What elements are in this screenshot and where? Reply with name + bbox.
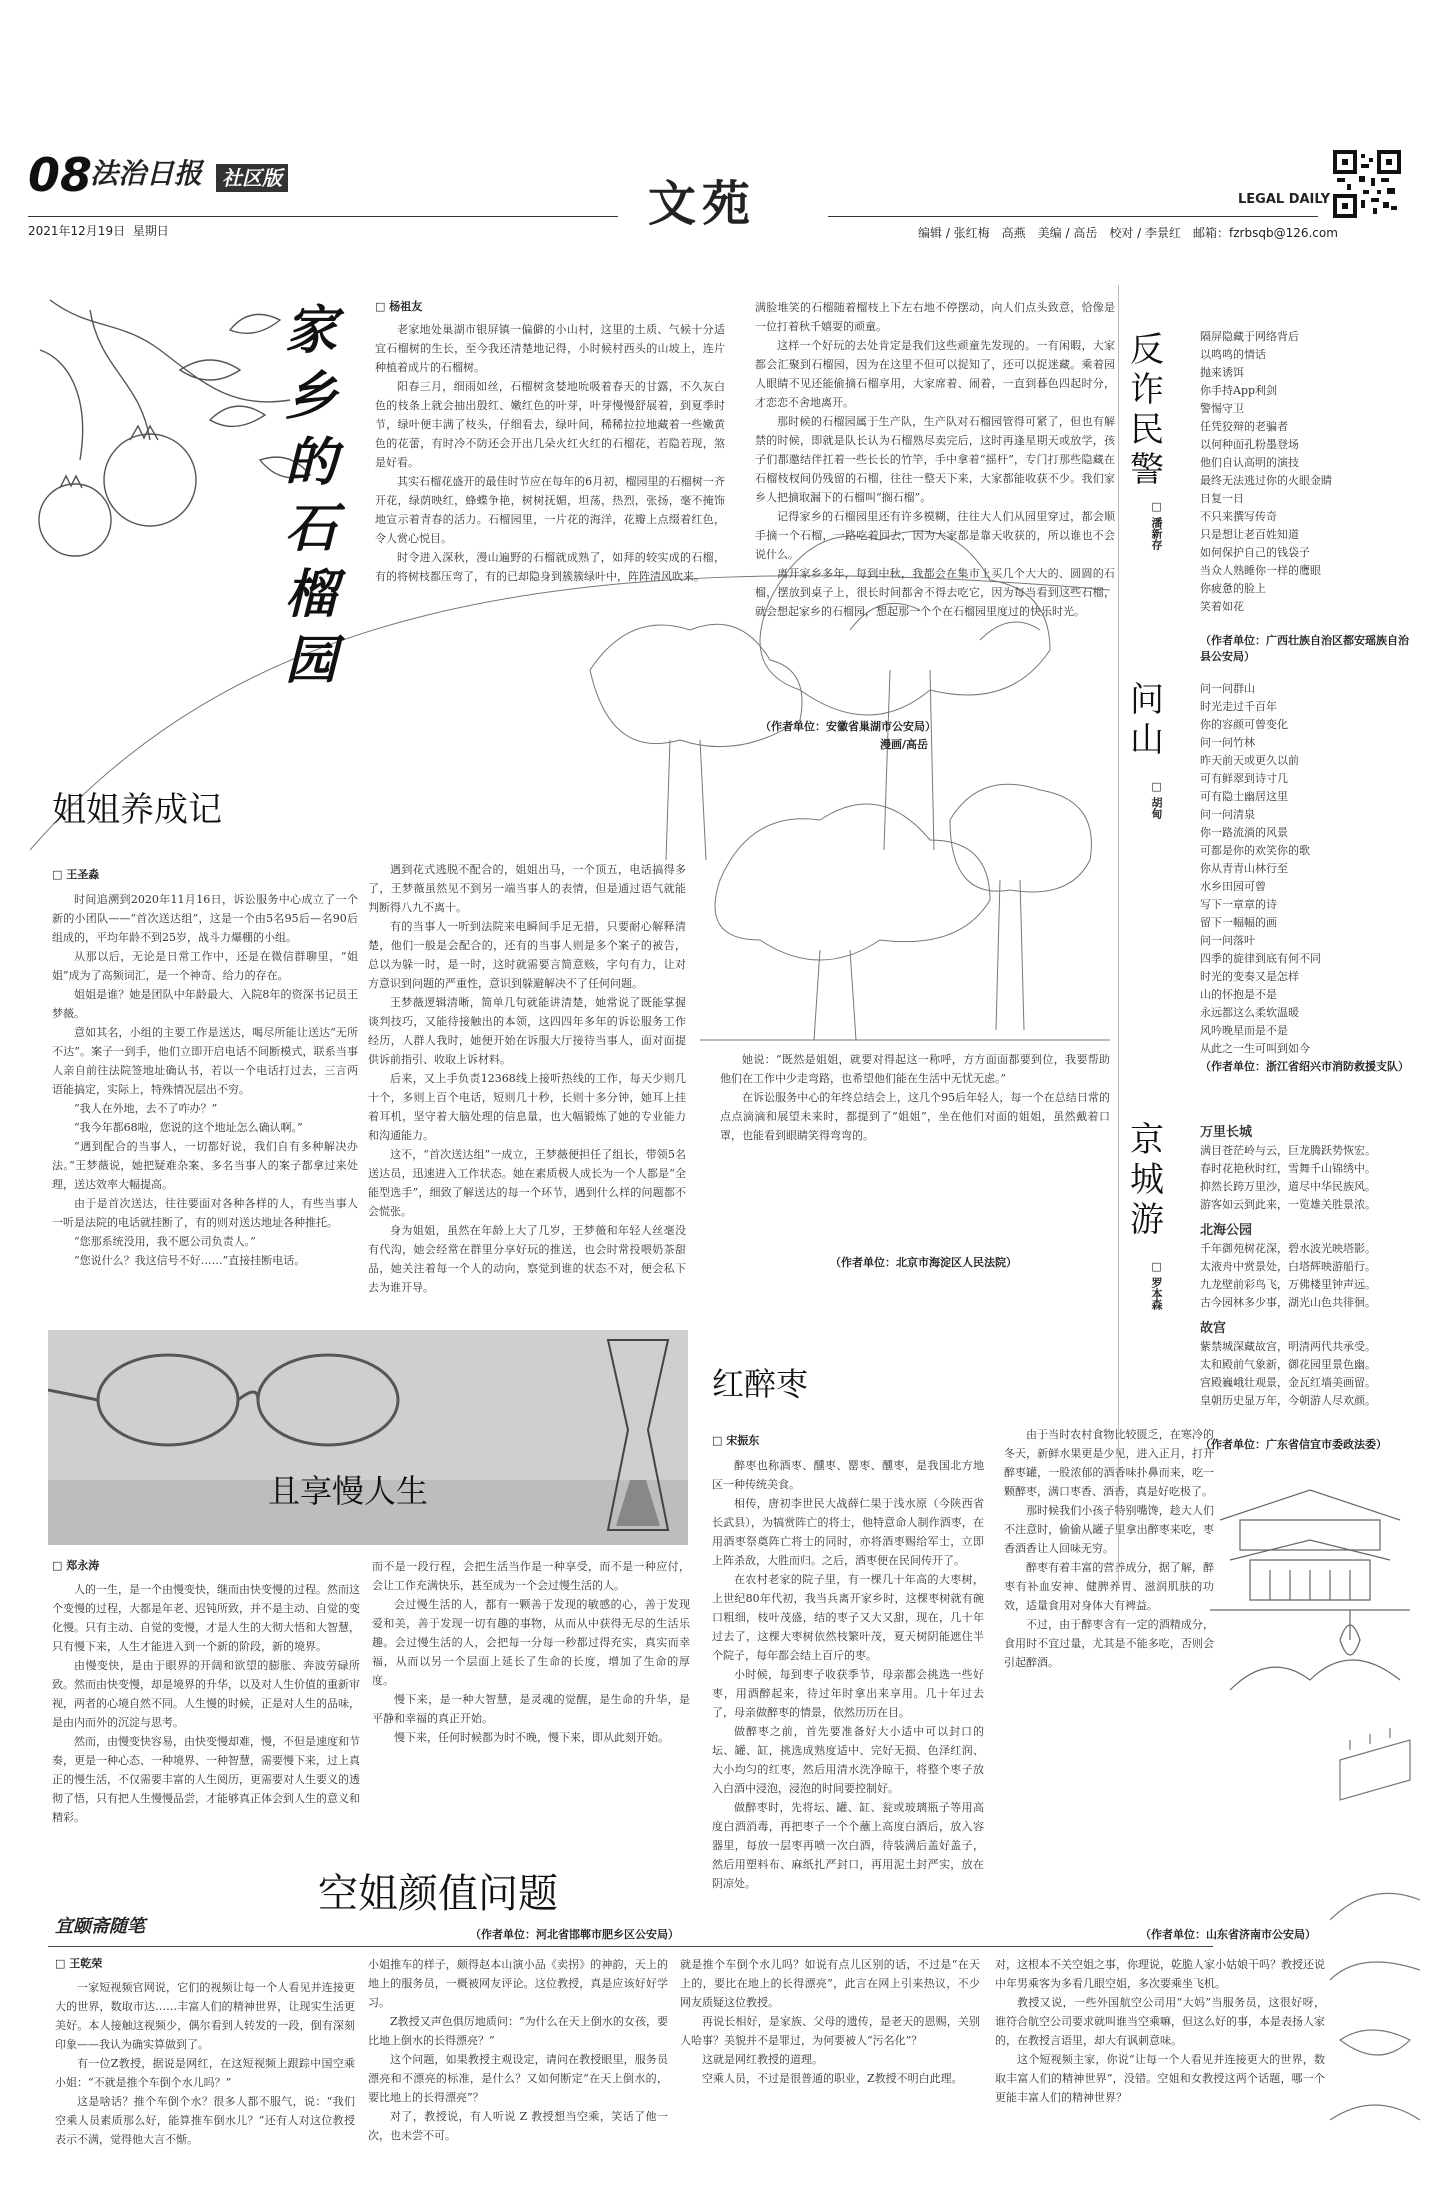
poem-capital-title: 京城游: [1130, 1120, 1164, 1240]
sister-body-col2: [368, 860, 686, 1320]
poem-line: 当众人熟睡你一样的鹰眼: [1200, 564, 1321, 577]
jujube-p8: 那时候我们小孩子特别嘴馋，趁大人们不注意时，偷偷从罐子里拿出醉枣来吃，枣香酒香让人回味无穷。: [1004, 1504, 1214, 1555]
sister-p5: “我人在外地，去不了咋办？”: [74, 1102, 218, 1115]
date: 2021年12月19日 星期日: [28, 224, 169, 238]
slowlife-p1: 人的一生，是一个由慢变快，继而由快变慢的过程。然而这个变慢的过程，大都是年老、迟钝所致，并不是主动、自觉的变化慢。只有主动、自觉的变慢，才是人生的大彻大悟和大智慧，只有慢下来，人生才能进入到一个新的阶段，新的境界。: [52, 1583, 360, 1653]
sister-source: （作者单位：北京市海淀区人民法院）: [830, 1256, 1017, 1269]
edition-badge: 社区版: [216, 164, 288, 192]
stewardess-p2: 有一位Z教授，据说是网红，在这短视频上跟踪中国空乘小姐：“不就是推个车倒个水儿吗？”: [55, 2057, 355, 2089]
slowlife-photo: [48, 1330, 688, 1545]
poem-line: 问一问竹林: [1200, 736, 1255, 749]
poem-line: 你手持App利剑: [1200, 384, 1278, 397]
jujube-p7: 由于当时农村食物比较匮乏，在寒冷的冬天，新鲜水果更是少见，进入正月，打开醉枣罐，一股浓郁的酒香味扑鼻而来，吃一颗醉枣，满口枣香、酒香，真是好吃极了。: [1004, 1428, 1214, 1498]
page-number: 08: [28, 148, 93, 202]
sister-p15: 这不，“首次送达组”一成立，王梦薇便担任了组长，带领5名送达员，迅速进入工作状态。她在素质极人成长为一个人都是“全能型选手”，细致了解送达的每一个环节，遇到什么样的问题都不会慌张。: [368, 1148, 686, 1218]
slowlife-p3: 然而，由慢变快容易，由快变慢却难，慢，不但是速度和节奏，更是一种心态、一种境界、一种智慧，需要慢下来，过上真正的慢生活，不仅需要丰富的人生阅历，更需要对人生要义的透彻了悟，只有把人生慢慢品尝，才能够真正体会到人生的意义和精彩。: [52, 1735, 360, 1824]
column-name: 宜颐斋随笔: [55, 1916, 145, 1937]
section-divider-left: [28, 216, 618, 217]
sister-p12: 有的当事人一听到法院来电瞬间手足无措，只要耐心解释清楚，他们一般是会配合的，还有的当事人则是多个案子的被告，总以为躲一时，是一时，这时就需要言简意赅，字句有力，让对方意识到问题的严重性，意识到躲避解决不了任何问题。: [368, 920, 686, 990]
poem-line: 你从青青山林行至: [1200, 862, 1288, 875]
poem-capital-sub2: 北海公园: [1200, 1223, 1253, 1238]
poem-line: 如何保护自己的钱袋子: [1200, 546, 1310, 559]
poem-line: 时光的变奏又是怎样: [1200, 970, 1299, 983]
sister-p11: 遇到花式逃脱不配合的，姐姐出马，一个顶五，电话搞得多了，王梦薇虽然见不到另一端当事人的表情，但是通过语气就能判断得八九不离十。: [368, 863, 686, 914]
poem-mountain-author: □ 胡甸: [1150, 780, 1163, 819]
stewardess-p14: 空乘人员，不过是很普通的职业，Z教授不明白此理。: [702, 2072, 963, 2085]
poem-line: 任凭狡辩的老骗者: [1200, 420, 1288, 433]
sister-p9: “您那系统没用，我不愿公司负责人。”: [74, 1235, 256, 1248]
sister-p10: “您说什么？我这信号不好……”直接挂断电话。: [74, 1254, 306, 1267]
poem-capital-body: [1200, 1124, 1410, 1410]
poem-line: 水乡田园可曾: [1200, 880, 1266, 893]
slowlife-body-col2: [372, 1557, 690, 1897]
pomegranate-title: 家乡的石榴园: [285, 300, 338, 691]
poem-line: 你一路流淌的风景: [1200, 826, 1288, 839]
poem-line: 山的怀抱是不是: [1200, 988, 1277, 1001]
sister-p4: 意如其名，小组的主要工作是送达，喝尽所能让送达“无所不达”。案子一到手，他们立即开启电话不间断模式，联系当事人亲自前往法院签地址确认书，若以一个电话打过去，三言两语能搞定，实际上，特殊情况层出不穷。: [52, 1026, 358, 1096]
stewardess-author: □ 王乾荣: [55, 1957, 103, 1970]
jujube-p2: 相传，唐初李世民大战薛仁果于浅水原（今陕西省长武县），为犒赏阵亡的将士，他特意命人制作酒枣，在用酒枣祭奠阵亡将士的同时，亦将酒枣赐给军士，立即上阵杀敌，大胜而归。之后，酒枣便在民间传开了。: [712, 1497, 984, 1567]
pomegranate-p2: 阳春三月，细雨如丝，石榴树贪婪地吮吸着春天的甘露，不久灰白色的枝条上就会抽出殷红、嫩红色的叶芽，叶芽慢慢舒展着，到夏季时节，绿叶便丰满了枝头，仔细看去，绿叶间，稀稀拉拉地藏着一些嫩黄色的花蕾，有时冷不防还会开出几朵火红火红的石榴花，若隐若现，煞是好看。: [375, 380, 725, 469]
sister-p14: 后来，又上手负责12368线上接听热线的工作，每天少则几十个，多则上百个电话，短则几十秒，长则十多分钟，她耳上挂着耳机，坚守着大脑处理的信息量，也大幅锻炼了她的专业能力和沟通能力。: [368, 1072, 686, 1142]
sister-p18: 在诉讼服务中心的年终总结会上，这几个95后年轻人，每一个在总结日常的点点滴滴和展望未来时，都提到了“姐姐”，坐在他们对面的姐姐，虽然戴着口罩，也能看到眼睛笑得弯弯的。: [720, 1091, 1110, 1142]
slowlife-p5: 会过慢生活的人，都有一颗善于发现的敏感的心，善于发现爱和美，善于发现一切有趣的事物，从而从中获得无尽的生活乐趣。会过慢生活的人，会把每一分每一秒都过得充实，真实而幸福，从而以另一个层面上延长了生命的长度，增加了生命的厚度。: [372, 1598, 690, 1687]
temple-icon: [1210, 1460, 1410, 1700]
pomegranate-p3: 其实石榴花盛开的最佳时节应在每年的6月初，榴园里的石榴树一齐开花，绿荫映红，蜂蝶争艳，树树抚媚，坦荡，热烈，张扬，毫不掩饰地宣示着青春的活力。石榴园里，一片花的海洋，花瓣上点缀着红色，令人赏心悦目。: [375, 475, 725, 545]
jujube-author: □ 宋振东: [712, 1434, 760, 1447]
poem-line: 风吟晚星而是不是: [1200, 1024, 1288, 1037]
poem-line: 游客如云到此来，一览雄关胜景浓。: [1200, 1198, 1376, 1211]
pomegranate-p7: 那时候的石榴园属于生产队，生产队对石榴园管得可紧了，但也有解禁的时候，即就是队长认为石榴熟尽卖完后，这时再逢星期天或放学，孩子们都邀结伴扛着一些长长的竹竿，手中拿着“摇杆”，专门打那些隐藏在石榴枝杈间仍残留的石榴，往往一整天下来，大家都能收获不少。我们家乡人把摘取漏下的石榴叫“搁石榴”。: [755, 415, 1115, 504]
poem-line: 问一问群山: [1200, 682, 1255, 695]
poem-fraud-source: （作者单位：广西壮族自治区都安瑶族自治县公安局）: [1200, 634, 1409, 663]
poem-capital-source: （作者单位：广东省信宜市委政法委）: [1200, 1438, 1387, 1451]
section-divider-right: [828, 216, 1318, 217]
poem-line: 可有鲜翠到诗寸几: [1200, 772, 1288, 785]
pomegranate-source: （作者单位：安徽省巢湖市公安局）: [760, 720, 936, 733]
section-title: 文苑: [648, 176, 757, 232]
poem-line: 宫殿巍峨壮观景，金瓦红墙美画留。: [1200, 1376, 1376, 1389]
stewardess-p11: 对了，教授说，有人听说 Z 教授想当空乘，笑话了他一次，也未尝不可。: [368, 2110, 668, 2142]
pomegranate-p8: 记得家乡的石榴园里还有许多模糊，往往大人们从园里穿过，都会顺手摘一个石榴，一路吃着回去，因为大家都是靠天收获的，所以谁也不会说什么。: [755, 510, 1115, 561]
poem-line: 紫禁城深藏故宫，明清两代共承受。: [1200, 1340, 1376, 1353]
poem-fraud-author: □ 潘新存: [1150, 500, 1163, 550]
great-wall-icon: [1330, 1720, 1420, 2160]
stewardess-p1: 一家短视频官网说，它们的视频让每一个人看见并连接更大的世界，数取市达……丰富人们的精神世界，让现实生活更美好。本人接触这视频少，偶尔看到人转发的一段，倒有深刻印象——我认为确实算做到了。: [55, 1981, 355, 2051]
slowlife-p7: 慢下来，任何时候都为时不晚，慢下来，即从此刻开始。: [394, 1731, 669, 1744]
slowlife-title: 且享慢人生: [268, 1472, 429, 1510]
poem-line: 不只来撰写传奇: [1200, 510, 1277, 523]
pomegranate-p1: 老家地处巢湖市银屏镇一偏僻的小山村，这里的土质、气候十分适宜石榴树的生长，至今我还清楚地记得，小时候村西头的山坡上，连片种植着成片的石榴树。: [375, 323, 725, 374]
editors-line: 编辑 / 张红梅 高燕 美编 / 高岳 校对 / 李景红 邮箱：fzrbsqb@126.com: [918, 226, 1338, 240]
poem-line: 满目苍茫岭与云，巨龙腾跃势恢宏。: [1200, 1144, 1376, 1157]
poem-line: 太和殿前气象新，御花园里景色幽。: [1200, 1358, 1376, 1371]
poem-line: 他们自认高明的演技: [1200, 456, 1299, 469]
jujube-p1: 醉枣也称酒枣、醺枣、罂枣、醺枣，是我国北方地区一种传统美食。: [712, 1459, 984, 1491]
poem-line: 皇朝历史显万年，今朝游人尽欢颜。: [1200, 1394, 1376, 1407]
pomegranate-body-col1: [375, 320, 725, 740]
poem-capital-author: □ 罗本森: [1150, 1260, 1163, 1310]
stewardess-p9: 教授又说，一些外国航空公司用“大妈”当服务员，这很好呀，谁符合航空公司要求就叫谁当空乘嘛，但这么好的事，本是表扬人家的，在教授言语里，却大有讽刺意味。: [995, 1996, 1325, 2047]
poem-fraud-title: 反诈民警: [1130, 330, 1164, 490]
sister-author: □ 王圣淼: [52, 868, 100, 881]
orchard-trees-icon: [700, 760, 1110, 1050]
poem-line: 永远都这么柔软温暖: [1200, 1006, 1299, 1019]
jujube-p5: 做醉枣之前，首先要准备好大小适中可以封口的坛、罐、缸，挑选成熟度适中、完好无损、色泽红润、大小均匀的红枣，然后用清水洗净晾干，将整个枣子放入白酒中浸泡，浸泡的时间要控制好。: [712, 1725, 984, 1795]
bottom-divider: [48, 1946, 1213, 1947]
sister-p7: “遇到配合的当事人，一切都好说，我们自有多种解决办法。”王梦薇说，她把疑难杂案、多名当事人的案子都拿过来处理，送达效率大幅提高。: [52, 1140, 358, 1191]
poem-line: 问一问清泉: [1200, 808, 1255, 821]
poem-line: 太液舟中赏景处，白塔辉映游船行。: [1200, 1260, 1376, 1273]
stewardess-p8: 对，这根本不关空姐之事，你理说，乾脆人家小姑娘干吗？教授还说中年男乘客为多看几眼空姐，多次要乘坐飞机。: [995, 1958, 1325, 1990]
stewardess-p6: 这个问题，如果教授主观设定，请问在教授眼里，服务员漂亮和不漂亮的标准，是什么？又如何断定“在天上倒水的，要比地上的长得漂亮”？: [368, 2053, 668, 2104]
poem-line: 抑然长跨万里沙，道尽中华民族风。: [1200, 1180, 1376, 1193]
jujube-body-col1: [712, 1456, 984, 1926]
poem-line: 可都是你的欢笑你的歌: [1200, 844, 1310, 857]
sister-p2: 从那以后，无论是日常工作中，还是在微信群聊里，“姐姐”成为了高频词汇，是一个神奇、给力的存在。: [52, 950, 358, 982]
stewardess-p7: 就是推个车倒个水儿吗？如说有点儿区别的话，不过是“在天上的，要比在地上的长得漂亮”，此言在网上引来热议，不少网友质疑这位教授。: [680, 1958, 980, 2009]
stewardess-body-col2: [368, 1955, 668, 2180]
jujube-p9: 醉枣有着丰富的营养成分，据了解，醉枣有补血安神、健脾养胃、滋润肌肤的功效，适量食用对身体大有裨益。: [1004, 1561, 1214, 1612]
stewardess-body-col3: [680, 1955, 980, 2180]
poem-capital-sub1: 万里长城: [1200, 1125, 1253, 1140]
poem-fraud-lines: [1200, 328, 1410, 616]
stewardess-body-col4: [995, 1955, 1325, 2180]
pomegranate-body-col2: [755, 298, 1115, 698]
poem-line: 可有隐士幽居这里: [1200, 790, 1288, 803]
pomegranate-p5: 满脸堆笑的石榴随着榴枝上下左右地不停摆动，向人们点头致意，恰像是一位打着秋千嬉耍的顽童。: [755, 301, 1115, 333]
jujube-p10: 不过，由于醉枣含有一定的酒精成分，食用时不宜过量，尤其是不能多吃，否则会引起醉酒。: [1004, 1618, 1214, 1669]
pomegranate-illustrator: 漫画/高岳: [880, 738, 929, 751]
legal-daily-label: LEGAL DAILY: [1238, 192, 1331, 207]
poem-mountain-source: （作者单位：浙江省绍兴市消防救援支队）: [1200, 1060, 1409, 1073]
poem-line: 留下一幅幅的画: [1200, 916, 1277, 929]
slowlife-source: （作者单位：河北省邯郸市肥乡区公安局）: [470, 1928, 679, 1941]
slowlife-body-col1: [52, 1580, 360, 1920]
sister-body-col3: [720, 1050, 1110, 1250]
sister-p3: 姐姐是谁？她是团队中年龄最大、入院8年的资深书记员王梦薇。: [52, 988, 358, 1020]
poem-line: 以鸣鸣的情话: [1200, 348, 1266, 361]
poem-line: 写下一章章的诗: [1200, 898, 1277, 911]
poem-line: 问一问落叶: [1200, 934, 1255, 947]
slowlife-p2: 由慢变快，是由于眼界的开阔和欲望的膨胀、奔波劳碌所致。然而由快变慢，却是境界的升华，以及对人生价值的重新审视，两者的心境自然不同。人生慢的时候，正是对人生的品味，是由内而外的沉淀与思考。: [52, 1659, 360, 1729]
poem-line: 你的容颜可曾变化: [1200, 718, 1288, 731]
poem-mountain-lines: [1200, 680, 1410, 1058]
slowlife-p4: 而不是一段行程，会把生活当作是一种享受，而不是一种应付，会让工作充满快乐，甚至成为一个会过慢生活的人。: [372, 1560, 690, 1592]
masthead: [28, 150, 1418, 250]
qr-code-icon: [1333, 150, 1401, 218]
pomegranate-author: □ 杨祖友: [375, 300, 423, 313]
poem-line: 日复一日: [1200, 492, 1244, 505]
poem-line: 古今园林多少事，湖光山色共徘徊。: [1200, 1296, 1376, 1309]
poem-line: 以何种面孔粉墨登场: [1200, 438, 1299, 451]
poem-line: 抛来诱饵: [1200, 366, 1244, 379]
stewardess-p5: Z教授又声色俱厉地质问：“为什么在天上倒水的女孩，要比地上倒水的长得漂亮？”: [368, 2015, 668, 2047]
poem-line: 时光走过千百年: [1200, 700, 1277, 713]
poem-line: 四季的旋律到底有何不同: [1200, 952, 1321, 965]
poem-line: 隔屏隐藏于网络背后: [1200, 330, 1299, 343]
pomegranate-p9: 离开家乡多年，每到中秋，我都会在集市上买几个大大的、圆圆的石榴，摆放到桌子上，很长时间都舍不得去吃它，因为每当看到这些石榴，就会想起家乡的石榴园，想起那一个个在石榴园里度过的快乐时光。: [755, 567, 1115, 618]
slowlife-p6: 慢下来，是一种大智慧，是灵魂的觉醒，是生命的升华，是平静和幸福的真正开始。: [372, 1693, 690, 1725]
poem-line: 笑着如花: [1200, 600, 1244, 613]
poem-line: 九龙壁前彩鸟飞，万佛楼里钟声远。: [1200, 1278, 1376, 1291]
pomegranate-p4: 时令进入深秋，漫山遍野的石榴就成熟了，如拜的较实成的石榴，有的将树枝都压弯了，有的已却隐身到簇簇绿叶中，阵阵清风吹来。: [375, 551, 725, 583]
poem-line: 春时花艳秋时红，雪舞千山锦绣中。: [1200, 1162, 1376, 1175]
poem-line: 从此之一生可叫到如今: [1200, 1042, 1310, 1055]
sister-p16: 身为姐姐，虽然在年龄上大了几岁，王梦薇和年轻人丝毫没有代沟，她会经常在群里分享好玩的推送，也会时常投喂奶茶甜品，她关注着每一个人的动向，察觉到谁的状态不对，便会私下去为谁开导。: [368, 1224, 686, 1294]
stewardess-p12: 再说长相好，是家族、父母的遗传，是老天的恩赐，关别人哈事？美貌并不是罪过，为何要被人“污名化”？: [680, 2015, 980, 2047]
temple-illustration: [1210, 1460, 1410, 1700]
sister-title: 姐姐养成记: [52, 790, 222, 830]
poem-line: 你疲惫的脸上: [1200, 582, 1266, 595]
sister-body-col1: [52, 890, 358, 1320]
poem-line: 只是想让老百姓知道: [1200, 528, 1299, 541]
sister-illustration: [700, 760, 1110, 1050]
poem-capital-sub3: 故宫: [1200, 1321, 1227, 1336]
stewardess-body-col1: [55, 1978, 355, 2178]
stewardess-p3: 这是啥话？推个车倒个水？很多人都不服气，说：“我们空乘人员素质那么好，能算推车倒水儿？”还有人对这位教授表示不满，觉得他大言不惭。: [55, 2095, 355, 2146]
stewardess-p13: 这就是网红教授的道理。: [702, 2053, 823, 2066]
pomegranate-p6: 这样一个好玩的去处肯定是我们这些顽童先发现的。一有闲暇，大家都会汇聚到石榴园，因为在这里不但可以捉知了，还可以捉迷藏。乘着园人眼睛不见还能偷摘石榴享用，大家席着、闹着，一直到暮色四起时分，才恋恋不舍地离开。: [755, 339, 1115, 409]
jujube-title: 红醉枣: [712, 1365, 809, 1403]
jujube-p6: 做醉枣时，先将坛、罐、缸、瓮或玻璃瓶子等用高度白酒消毒，再把枣子一个个蘸上高度白酒后，放入容器里，每放一层枣再喷一次白酒，待装满后盖好盖子，然后用塑料布、麻纸扎严封口，再用泥土封严实，放在阴凉处。: [712, 1801, 984, 1890]
jujube-p4: 小时候，每到枣子收获季节，母亲都会挑选一些好枣，用酒醉起来，待过年时拿出来享用。几十年过去了，母亲做醉枣的情景，依然历历在目。: [712, 1668, 984, 1719]
poem-mountain-title: 问山: [1130, 680, 1164, 760]
sister-p13: 王梦薇逻辑清晰，简单几句就能讲清楚，她常说了既能掌握谈判技巧，又能待接触出的本领，这四四年多年的诉讼服务工作经历，人群人我时，她便开始在诉服大厅接待当事人，面对面提供诉前指引、收取上诉材料。: [368, 996, 686, 1066]
greatwall-illustration: [1330, 1720, 1420, 2160]
stewardess-p4: 小姐推车的样子，颇得赵本山演小品《卖拐》的神韵，天上的地上的服务员，一概被网友评论。这位教授，真是应该好好学习。: [368, 1958, 668, 2009]
sister-p6: “我今年都68啦，您说的这个地址怎么确认啊。”: [74, 1121, 303, 1134]
paper-name: 法治日报: [90, 157, 203, 190]
sister-p1: 时间追溯到2020年11月16日，诉讼服务中心成立了一个新的小团队——“首次送达组”，这是一个由5名95后—名90后组成的，平均年龄不到25岁，战斗力爆棚的小组。: [52, 893, 358, 944]
poem-line: 最终无法逃过你的火眼金睛: [1200, 474, 1332, 487]
poem-line: 昨天前天或更久以前: [1200, 754, 1299, 767]
sister-p8: 由于是首次送达，往往要面对各种各样的人，有些当事人一听是法院的电话就挂断了，有的则对送达地址各种推托。: [52, 1197, 358, 1229]
poem-line: 警惕守卫: [1200, 402, 1244, 415]
slowlife-author: □ 郑永涛: [52, 1559, 100, 1572]
poem-line: 千年御苑树花深，碧水波光映塔影。: [1200, 1242, 1376, 1255]
stewardess-title: 空姐颜值问题: [318, 1871, 558, 1917]
stewardess-p10: 这个短视频主家，你说“让每一个人看见并连接更大的世界，数取丰富人们的精神世界”，没错。空姐和女教授这两个话题，哪一个更能丰富人们的精神世界？: [995, 2053, 1325, 2104]
glasses-hourglass-icon: [48, 1330, 688, 1545]
jujube-source: （作者单位：山东省济南市公安局）: [1140, 1928, 1316, 1941]
jujube-p3: 在农村老家的院子里，有一棵几十年高的大枣树，上世纪80年代初，我当兵离开家乡时，这棵枣树就有碗口粗细，枝叶茂盛，结的枣子又大又甜，现在，几十年过去了，这棵大枣树依然枝繁叶茂，夏天树阴能遮住半个院子，每年都会结上百斤的枣。: [712, 1573, 984, 1662]
sister-p17: 她说：“既然是姐姐，就要对得起这一称呼，方方面面都要到位，我要帮助他们在工作中少走弯路，也希望他们能在生活中无忧无虑。”: [720, 1053, 1110, 1085]
